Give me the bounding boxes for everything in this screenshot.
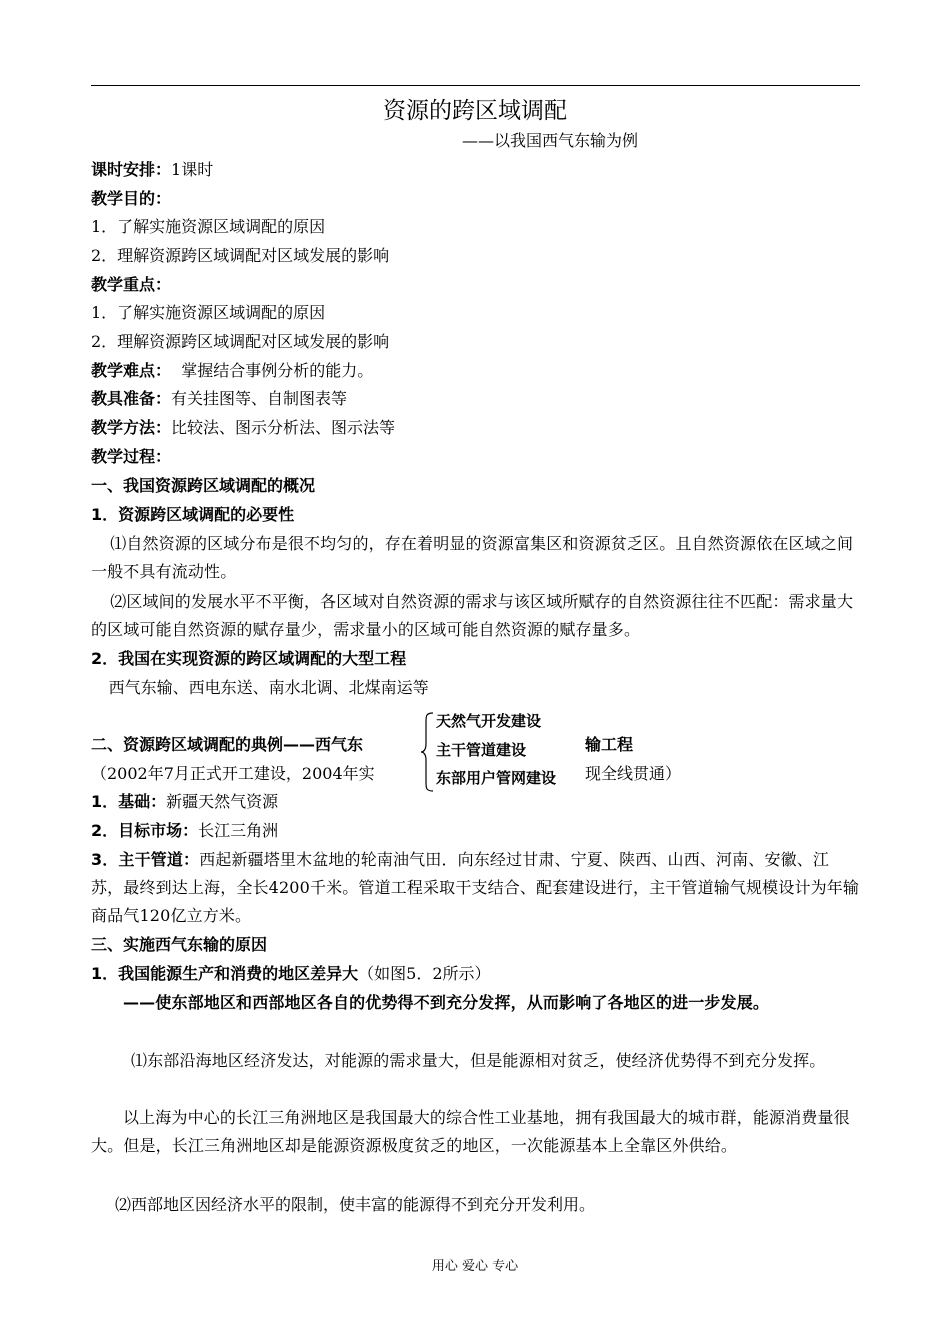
- section3-emphasis: ——使东部地区和西部地区各自的优势得不到充分发挥，从而影响了各地区的进一步发展。: [123, 993, 770, 1012]
- section3-p2: 以上海为中心的长江三角洲地区是我国最大的综合性工业基地，拥有我国最大的城市群，能源消费量很大。但是，长江三角洲地区却是能源资源极度贫乏的地区，一次能源基本上全靠区外供给。: [91, 1108, 850, 1155]
- schedule-line: [91, 156, 861, 184]
- section1-projects: 西气东输、西电东送、南水北调、北煤南运等: [108, 678, 429, 697]
- doc-title: 资源的跨区域调配: [383, 98, 567, 124]
- basis-value: 新疆天然气资源: [166, 792, 279, 811]
- section1-p1: ⑴自然资源的区域分布是很不均匀的，存在着明显的资源富集区和资源贫乏区。且自然资源依在区域之间一般不具有流动性。: [91, 534, 854, 581]
- section3-sub1-ref: （如图5．2所示）: [358, 964, 491, 983]
- objectives-label: 教学目的：: [91, 189, 172, 208]
- page-footer: 用心 爱心 专心: [431, 1259, 519, 1274]
- tools-line: [91, 385, 861, 413]
- market-value: 长江三角洲: [198, 821, 279, 840]
- brace-item: 主干管道建设: [436, 741, 527, 759]
- basis-label: 1．基础：: [91, 792, 167, 811]
- section1-heading: 一、我国资源跨区域调配的概况: [91, 476, 316, 495]
- section2-heading-a: 二、资源跨区域调配的典例——西气东: [91, 735, 364, 754]
- tools-label: 教具准备：: [91, 389, 172, 408]
- trunk-label: 3．主干管道：: [91, 850, 200, 869]
- methods-line: [91, 414, 861, 442]
- objective-item: 2．理解资源跨区域调配对区域发展的影响: [91, 246, 390, 265]
- difficulty-value: 掌握结合事例分析的能力。: [171, 361, 374, 380]
- difficulty-label: 教学难点：: [91, 361, 172, 380]
- trunk-value: 西起新疆塔里木盆地的轮南油气田．向东经过甘肃、宁夏、陕西、山西、河南、安徽、江苏，最终到达上海，全长4200千米。管道工程采取干支结合、配套建设进行，主干管道输气规模设计为年输商品气120亿立方米。: [91, 850, 860, 925]
- brace-icon: [420, 712, 434, 792]
- section3-sub1: [91, 960, 861, 988]
- section3-sub1-title: 1．我国能源生产和消费的地区差异大: [91, 964, 359, 983]
- brace-item: 天然气开发建设: [436, 712, 542, 730]
- header-rule: [91, 85, 860, 86]
- market-line: [91, 817, 861, 845]
- methods-label: 教学方法：: [91, 418, 172, 437]
- schedule-label: 课时安排：: [91, 160, 172, 179]
- brace-item: 东部用户管网建设: [436, 769, 557, 787]
- section2-heading-b: 输工程: [585, 735, 634, 754]
- doc-subtitle: ——以我国西气东输为例: [462, 131, 639, 150]
- process-label: 教学过程：: [91, 447, 172, 466]
- key-point-item: 2．理解资源跨区域调配对区域发展的影响: [91, 332, 390, 351]
- section3-heading: 三、实施西气东输的原因: [91, 935, 268, 954]
- key-points-label: 教学重点：: [91, 275, 172, 294]
- schedule-value: 1课时: [171, 160, 214, 179]
- key-point-item: 1．了解实施资源区域调配的原因: [91, 303, 326, 322]
- section1-p2: ⑵区域间的发展水平不平衡，各区域对自然资源的需求与该区域所赋存的自然资源往往不匹配：需求量大的区域可能自然资源的赋存量少，需求量小的区域可能自然资源的赋存量多。: [91, 592, 854, 639]
- section2-note-b: 现全线贯通）: [585, 764, 682, 783]
- market-label: 2．目标市场：: [91, 821, 199, 840]
- methods-value: 比较法、图示分析法、图示法等: [171, 418, 396, 437]
- section1-sub2: 2．我国在实现资源的跨区域调配的大型工程: [91, 649, 407, 668]
- tools-value: 有关挂图等、自制图表等: [171, 389, 348, 408]
- objective-item: 1．了解实施资源区域调配的原因: [91, 217, 326, 236]
- trunk-line: [91, 846, 861, 930]
- section3-p3: ⑵西部地区因经济水平的限制，使丰富的能源得不到充分开发利用。: [115, 1195, 596, 1214]
- section2-note-a: （2002年7月正式开工建设，2004年实: [91, 764, 375, 783]
- section3-p1: ⑴东部沿海地区经济发达，对能源的需求量大，但是能源相对贫乏，使经济优势得不到充分发挥。: [131, 1051, 826, 1070]
- difficulty-line: [91, 357, 861, 385]
- section1-sub1: 1．资源跨区域调配的必要性: [91, 505, 295, 524]
- basis-line: [91, 788, 861, 816]
